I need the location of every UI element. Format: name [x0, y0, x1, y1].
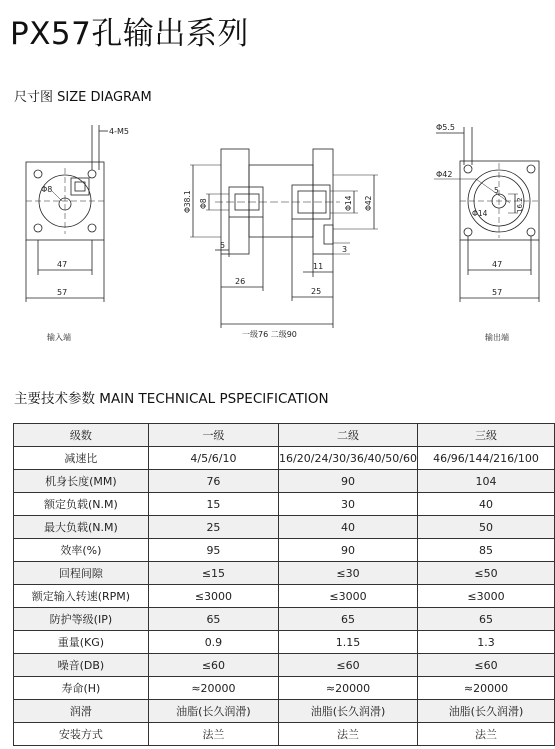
output-key-5: 5: [494, 186, 499, 195]
table-row: [14, 654, 555, 677]
spec-heading: 主要技术参数 MAIN TECHNICAL PSPECIFICATION: [14, 391, 329, 407]
dim-dia-42: Φ42: [364, 195, 373, 211]
table-row: [14, 723, 555, 746]
value-cell: ≈20000: [417, 677, 554, 700]
output-width-outer: 57: [492, 288, 503, 297]
input-end-view: [26, 125, 129, 342]
dim-dia-14: Φ14: [344, 195, 353, 211]
value-cell: ≤60: [417, 654, 554, 677]
dim-dia-8: Φ8: [199, 198, 208, 209]
size-diagram-heading: 尺寸图 SIZE DIAGRAM: [14, 90, 152, 105]
dim-26: 26: [235, 277, 246, 286]
side-view: [183, 149, 378, 339]
value-cell: 1.15: [279, 631, 418, 654]
value-cell: 65: [417, 608, 554, 631]
dim-11: 11: [313, 262, 324, 271]
value-cell: 40: [279, 516, 418, 539]
value-cell: 一级: [148, 424, 278, 447]
value-cell: 25: [148, 516, 278, 539]
row-label-cell: 润滑: [14, 700, 149, 723]
row-label-cell: 额定输入转速(RPM): [14, 585, 149, 608]
page-title: PX57孔输出系列: [10, 16, 249, 52]
value-cell: 90: [279, 470, 418, 493]
row-label-cell: 效率(%): [14, 539, 149, 562]
value-cell: 油脂(长久润滑): [279, 700, 418, 723]
table-row: [14, 539, 555, 562]
output-end-view: [434, 123, 539, 342]
value-cell: ≤30: [279, 562, 418, 585]
dim-dia-38-1: Φ38.1: [183, 190, 192, 213]
row-label-cell: 安装方式: [14, 723, 149, 746]
input-shaft-dia: Φ8: [41, 185, 53, 194]
output-key-16-2: 16.2: [516, 197, 524, 213]
input-hole-label: 4-M5: [109, 127, 129, 136]
value-cell: ≤3000: [417, 585, 554, 608]
dim-25: 25: [311, 287, 322, 296]
dim-3: 3: [342, 245, 348, 254]
row-label-cell: 减速比: [14, 447, 149, 470]
value-cell: 法兰: [279, 723, 418, 746]
value-cell: ≤3000: [279, 585, 418, 608]
value-cell: 16/20/24/30/36/40/50/60: [279, 447, 418, 470]
value-cell: ≤3000: [148, 585, 278, 608]
value-cell: 法兰: [417, 723, 554, 746]
value-cell: ≈20000: [148, 677, 278, 700]
row-label-cell: 寿命(H): [14, 677, 149, 700]
value-cell: 15: [148, 493, 278, 516]
row-label-cell: 额定负载(N.M): [14, 493, 149, 516]
value-cell: 法兰: [148, 723, 278, 746]
table-row: [14, 700, 555, 723]
output-bore: Φ14: [472, 209, 488, 218]
value-cell: ≤60: [279, 654, 418, 677]
output-pcd: Φ42: [436, 170, 453, 179]
value-cell: 65: [279, 608, 418, 631]
dim-length-note: 一级76 二级90: [242, 330, 297, 339]
table-row: [14, 493, 555, 516]
row-label-cell: 最大负载(N.M): [14, 516, 149, 539]
value-cell: ≤50: [417, 562, 554, 585]
row-label-cell: 防护等级(IP): [14, 608, 149, 631]
table-row: [14, 631, 555, 654]
table-header-row: [14, 424, 555, 447]
value-cell: 1.3: [417, 631, 554, 654]
value-cell: 油脂(长久润滑): [148, 700, 278, 723]
value-cell: ≤15: [148, 562, 278, 585]
output-end-caption: 输出端: [485, 333, 509, 342]
row-label-cell: 回程间隙: [14, 562, 149, 585]
value-cell: 76: [148, 470, 278, 493]
value-cell: 三级: [417, 424, 554, 447]
output-hole-dia: Φ5.5: [436, 123, 456, 132]
table-row: [14, 470, 555, 493]
value-cell: 油脂(长久润滑): [417, 700, 554, 723]
input-width-inner: 47: [57, 260, 68, 269]
value-cell: ≈20000: [279, 677, 418, 700]
value-cell: 50: [417, 516, 554, 539]
row-label-cell: 级数: [14, 424, 149, 447]
value-cell: 104: [417, 470, 554, 493]
table-row: [14, 447, 555, 470]
table-row: [14, 562, 555, 585]
value-cell: 85: [417, 539, 554, 562]
value-cell: 40: [417, 493, 554, 516]
size-diagram: [0, 115, 555, 355]
output-width-inner: 47: [492, 260, 503, 269]
spec-table: [13, 423, 555, 746]
value-cell: 95: [148, 539, 278, 562]
row-label-cell: 噪音(DB): [14, 654, 149, 677]
input-width-outer: 57: [57, 288, 68, 297]
value-cell: 90: [279, 539, 418, 562]
value-cell: 30: [279, 493, 418, 516]
value-cell: 0.9: [148, 631, 278, 654]
table-row: [14, 516, 555, 539]
table-row: [14, 585, 555, 608]
input-end-caption: 输入端: [47, 333, 71, 342]
dim-5: 5: [220, 241, 226, 250]
table-row: [14, 677, 555, 700]
value-cell: ≤60: [148, 654, 278, 677]
row-label-cell: 重量(KG): [14, 631, 149, 654]
value-cell: 二级: [279, 424, 418, 447]
row-label-cell: 机身长度(MM): [14, 470, 149, 493]
value-cell: 4/5/6/10: [148, 447, 278, 470]
value-cell: 46/96/144/216/100: [417, 447, 554, 470]
value-cell: 65: [148, 608, 278, 631]
table-row: [14, 608, 555, 631]
